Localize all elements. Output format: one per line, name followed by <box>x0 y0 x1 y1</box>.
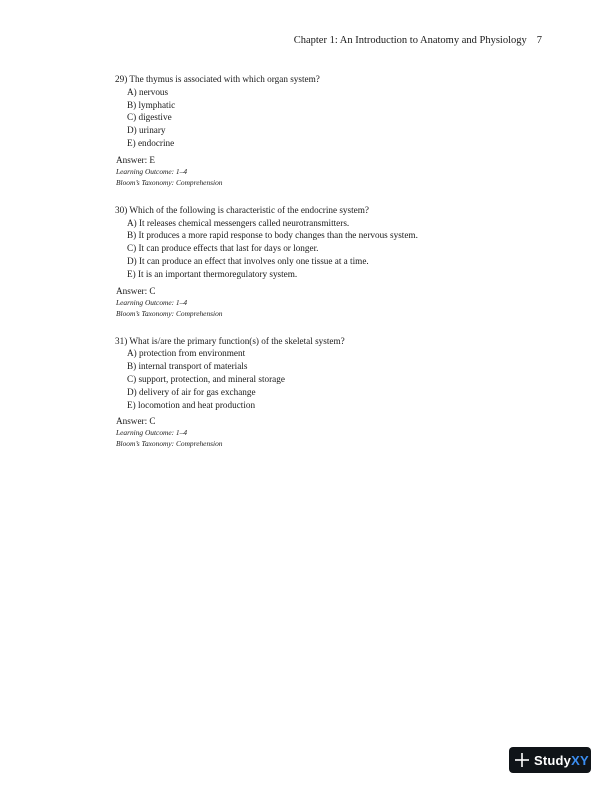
answer: Answer: C <box>116 285 156 296</box>
option-a: A) protection from environment <box>127 348 246 359</box>
learning-outcome: Learning Outcome: 1–4 <box>116 297 188 307</box>
option-b: B) It produces a more rapid response to body changes than the nervous system. <box>127 230 418 241</box>
plus-icon <box>515 753 529 767</box>
question-30 <box>116 204 556 319</box>
brand-main: Study <box>534 752 572 768</box>
learning-outcome: Learning Outcome: 1–4 <box>116 428 188 438</box>
running-header <box>294 35 542 46</box>
blooms-taxonomy: Bloom’s Taxonomy: Comprehension <box>116 308 223 318</box>
question-29 <box>116 73 556 188</box>
option-c: C) It can produce effects that last for days or longer. <box>127 243 319 254</box>
question-stem: 29) The thymus is associated with which organ system? <box>115 74 320 84</box>
option-d: D) It can produce an effect that involves only one tissue at a time. <box>127 255 369 266</box>
brand-wordmark <box>534 753 589 768</box>
option-d: D) delivery of air for gas exchange <box>127 386 256 397</box>
option-c: C) support, protection, and mineral storage <box>127 373 285 384</box>
brand-accent: XY <box>571 752 589 768</box>
option-e: E) locomotion and heat production <box>127 399 256 410</box>
option-b: B) lymphatic <box>127 99 176 110</box>
question-stem: 30) Which of the following is characteristic of the endocrine system? <box>115 204 369 215</box>
option-e: E) It is an important thermoregulatory system. <box>127 268 298 279</box>
option-b: B) internal transport of materials <box>127 361 248 372</box>
option-list <box>127 347 556 411</box>
learning-outcome: Learning Outcome: 1–4 <box>116 166 188 176</box>
page-number: 7 <box>536 35 542 46</box>
option-e: E) endocrine <box>127 137 175 148</box>
blooms-taxonomy: Bloom’s Taxonomy: Comprehension <box>116 177 223 187</box>
answer: Answer: E <box>116 154 156 165</box>
question-list <box>116 73 556 465</box>
blooms-taxonomy: Bloom’s Taxonomy: Comprehension <box>116 439 223 449</box>
studyxy-badge[interactable] <box>509 747 591 773</box>
option-list <box>127 217 556 281</box>
answer: Answer: C <box>116 416 156 427</box>
option-list <box>127 86 556 150</box>
question-31 <box>116 335 556 450</box>
option-c: C) digestive <box>127 112 172 123</box>
option-d: D) urinary <box>127 125 166 136</box>
chapter-title: Chapter 1: An Introduction to Anatomy and Physiology <box>293 35 527 46</box>
option-a: A) nervous <box>127 86 169 97</box>
option-a: A) It releases chemical messengers called neurotransmitters. <box>127 217 350 228</box>
question-stem: 31) What is/are the primary function(s) of the skeletal system? <box>115 335 345 346</box>
